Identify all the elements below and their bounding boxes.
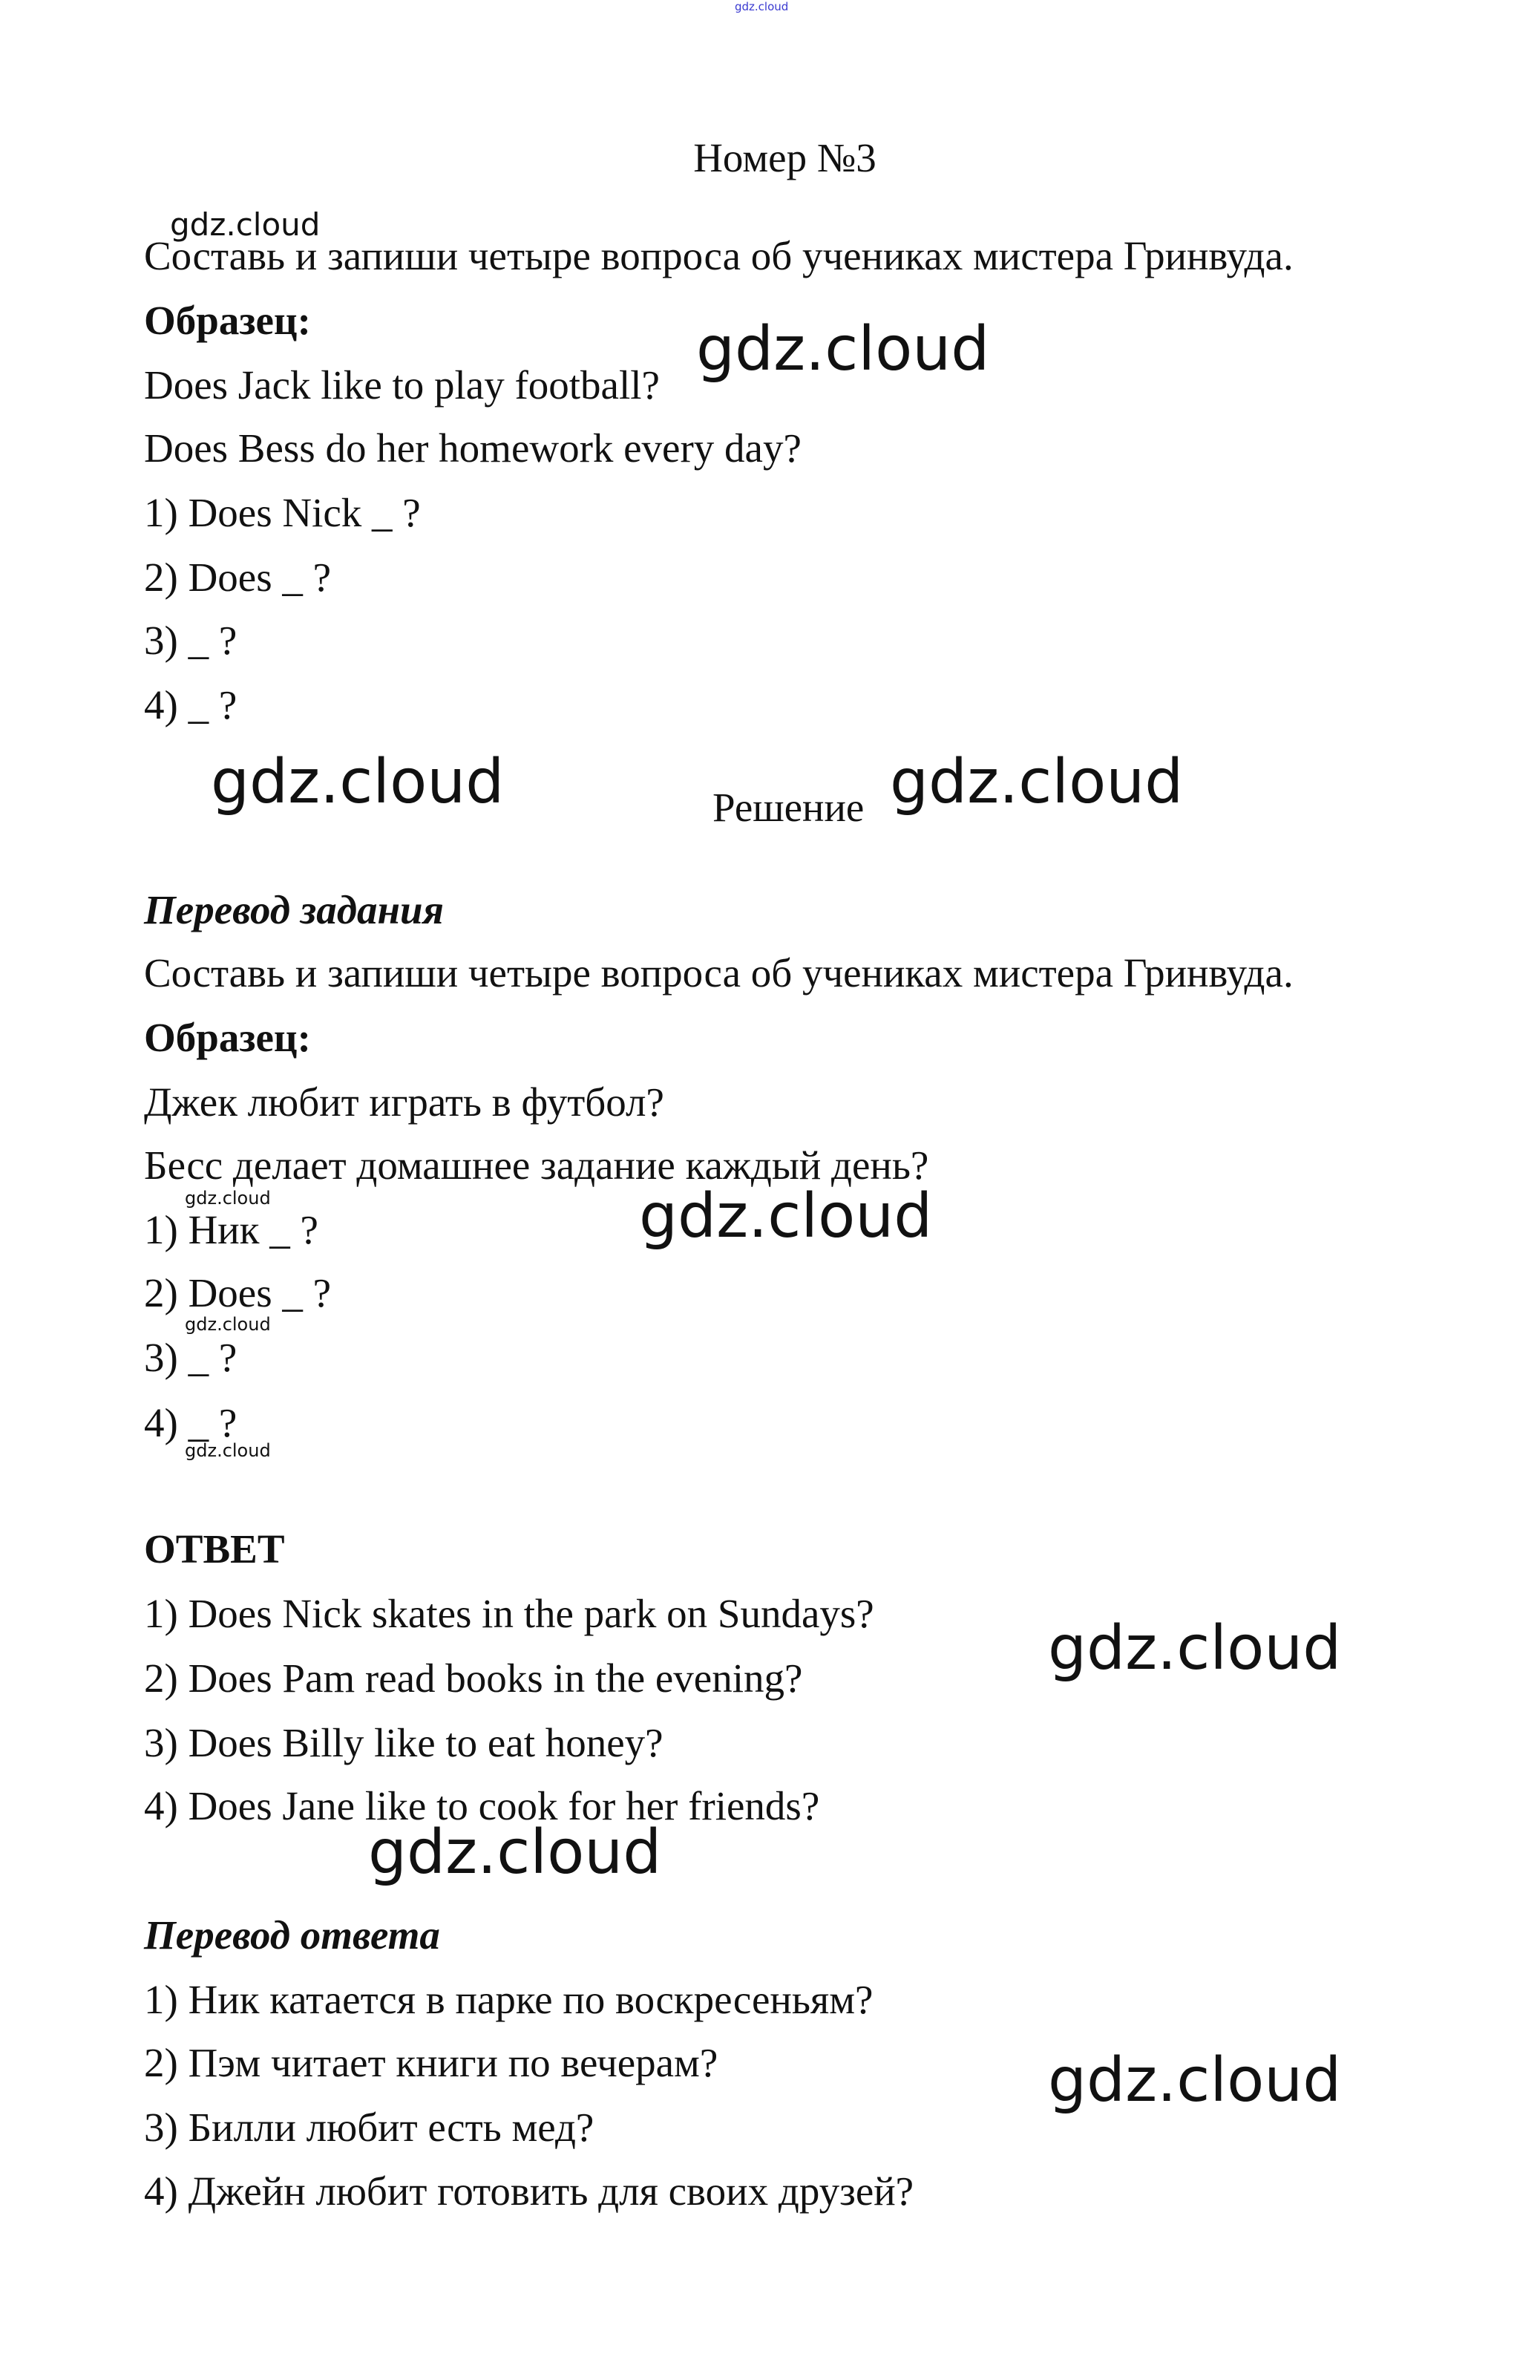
translation-instruction: Составь и запиши четыре вопроса об учениках мистера Гринвуда. [144,950,1294,996]
watermark: gdz.cloud [639,1181,933,1252]
sample-label: Образец: [144,298,311,343]
translation-item-1: 1) Ник _ ? [144,1207,318,1252]
sample-1: Does Jack like to play football? [144,362,660,408]
watermark: gdz.cloud [1048,2045,1342,2116]
answer-item-2: 2) Does Pam read books in the evening? [144,1655,803,1701]
translation-heading: Перевод задания [144,887,444,932]
answer-translation-item-4: 4) Джейн любит готовить для своих друзей? [144,2168,914,2214]
watermark-top: gdz.cloud [735,0,789,13]
translation-sample-label: Образец: [144,1015,311,1060]
task-item-2: 2) Does _ ? [144,555,332,600]
answer-translation-item-2: 2) Пэм читает книги по вечерам? [144,2040,718,2085]
translation-sample-2: Бесс делает домашнее задание каждый день? [144,1142,929,1188]
translation-item-4: 4) _ ? [144,1400,237,1445]
task-item-4: 4) _ ? [144,682,237,728]
translation-sample-1: Джек любит играть в футбол? [144,1079,664,1125]
watermark: gdz.cloud [185,1314,271,1335]
answer-translation-item-1: 1) Ник катается в парке по воскресеньям? [144,1977,874,2022]
solution-label: Решение [712,785,865,830]
watermark: gdz.cloud [185,1440,271,1461]
answer-item-4: 4) Does Jane like to cook for her friends? [144,1783,820,1828]
answer-translation-item-3: 3) Билли любит есть мед? [144,2105,594,2150]
watermark: gdz.cloud [170,206,321,243]
translation-item-2: 2) Does _ ? [144,1270,332,1315]
watermark: gdz.cloud [1048,1613,1342,1684]
answer-heading: ОТВЕТ [144,1526,285,1572]
task-item-3: 3) _ ? [144,618,237,663]
watermark: gdz.cloud [185,1188,271,1209]
watermark: gdz.cloud [696,314,990,385]
answer-item-1: 1) Does Nick skates in the park on Sundays? [144,1591,874,1636]
translation-item-3: 3) _ ? [144,1335,237,1380]
watermark: gdz.cloud [368,1817,662,1888]
task-instruction: Составь и запиши четыре вопроса об учениках мистера Гринвуда. [144,233,1294,278]
answer-translation-heading: Перевод ответа [144,1912,440,1958]
answer-item-3: 3) Does Billy like to eat honey? [144,1720,663,1765]
page-title: Номер №3 [693,135,877,180]
watermark: gdz.cloud [211,747,505,817]
task-item-1: 1) Does Nick _ ? [144,490,421,535]
sample-2: Does Bess do her homework every day? [144,425,802,471]
watermark: gdz.cloud [890,747,1184,817]
